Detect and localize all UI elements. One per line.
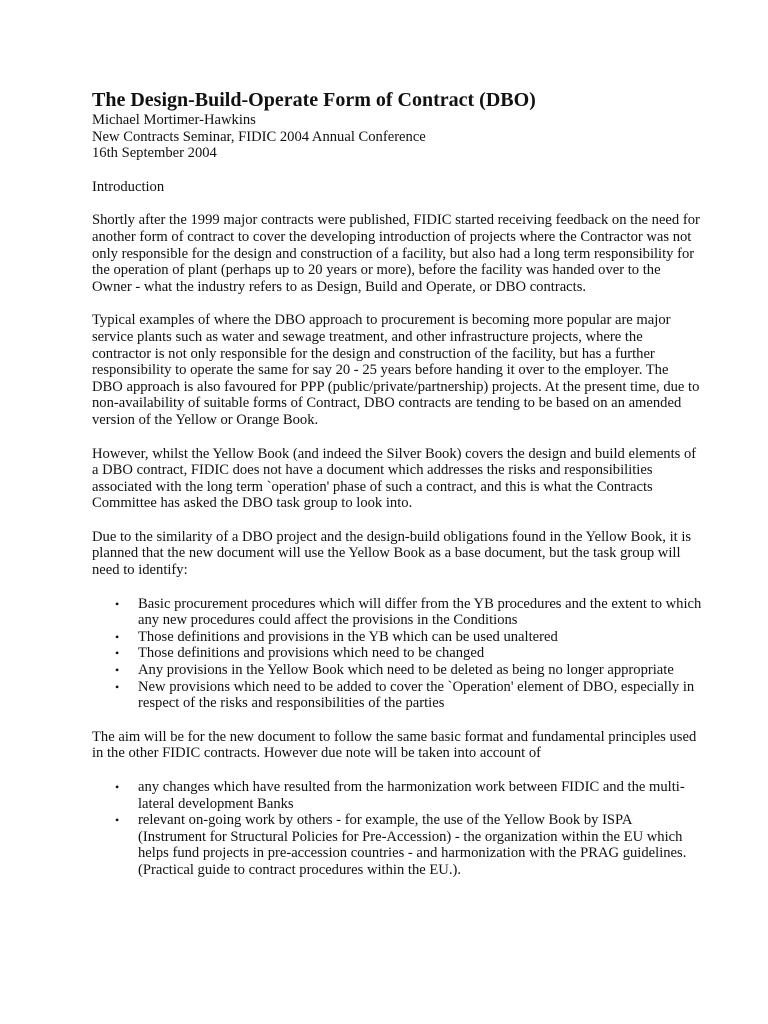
paragraph-5: The aim will be for the new document to follow the same basic format and fundamental principles used in the other FIDIC contracts. However due note will be taken into account of bbox=[92, 728, 697, 762]
bullet-icon: • bbox=[115, 813, 120, 828]
document-content bbox=[92, 88, 702, 879]
list-item-text: Basic procurement procedures which will differ from the YB procedures and the extent to which any new procedures could affect the provisions in the Conditions bbox=[138, 595, 702, 629]
list-item-text: Those definitions and provisions which need to be changed bbox=[138, 645, 485, 662]
list-item-text: relevant on-going work by others - for example, the use of the Yellow Book by ISPA (Instrument for Structural Policies for Pre-Accession) - the organization within the EU which helps fund projects in pre-accession countries - and harmonization with the PRAG guidelines. (Practical guide to contract procedures within the EU.). bbox=[138, 812, 687, 878]
paragraph-1: Shortly after the 1999 major contracts were published, FIDIC started receiving feedback on the need for another form of contract to cover the developing introduction of projects where the Contractor was not only responsible for the design and construction of a facility, but also had a long term responsibility for the operation of plant (perhaps up to 20 years or more), before the facility was handed over to the Owner - what the industry refers to as Design, Build and Operate, or DBO contracts. bbox=[92, 212, 700, 295]
list-item bbox=[92, 679, 702, 712]
list-item-text: any changes which have resulted from the harmonization work between FIDIC and the multi-lateral development Banks bbox=[138, 779, 685, 812]
identify-list bbox=[92, 596, 702, 712]
date-line: 16th September 2004 bbox=[92, 145, 217, 162]
paragraph-3: However, whilst the Yellow Book (and indeed the Silver Book) covers the design and build elements of a DBO contract, FIDIC does not have a document which addresses the risks and responsibilities associated with the long term `operation' phase of such a contract, and this is what the Contracts Committee has asked the DBO task group to look into. bbox=[92, 445, 697, 512]
list-item bbox=[92, 662, 702, 679]
author-line: Michael Mortimer-Hawkins bbox=[92, 112, 256, 128]
account-list bbox=[92, 779, 702, 879]
bullet-icon: • bbox=[115, 663, 120, 678]
bullet-icon: • bbox=[115, 629, 120, 644]
bullet-icon: • bbox=[115, 646, 120, 661]
list-item bbox=[92, 645, 702, 662]
bullet-icon: • bbox=[115, 679, 120, 694]
paragraph-4: Due to the similarity of a DBO project and the design-build obligations found in the Yellow Book, it is planned that the new document will use the Yellow Book as a base document, but the task group will need to identify: bbox=[92, 528, 692, 579]
list-item-text: Those definitions and provisions in the YB which can be used unaltered bbox=[138, 628, 558, 645]
event-line: New Contracts Seminar, FIDIC 2004 Annual Conference bbox=[92, 128, 426, 145]
section-heading: Introduction bbox=[92, 178, 165, 195]
list-item bbox=[92, 596, 702, 629]
list-item-text: New provisions which need to be added to cover the `Operation' element of DBO, especially in respect of the risks and responsibilities of the parties bbox=[138, 678, 695, 712]
list-item bbox=[92, 812, 702, 878]
document-title: The Design-Build-Operate Form of Contract (DBO) bbox=[92, 89, 536, 111]
bullet-icon: • bbox=[115, 780, 120, 794]
paragraph-2: Typical examples of where the DBO approach to procurement is becoming more popular are major service plants such as water and sewage treatment, and other infrastructure projects, where the contractor is not only responsible for the design and construction of the facility, but has a further responsibility to operate the same for say 20 - 25 years before handing it over to the employer. The DBO approach is also favoured for PPP (public/private/partnership) projects. At the present time, due to non-availability of suitable forms of Contract, DBO contracts are tending to be based on an amended version of the Yellow or Orange Book. bbox=[92, 312, 700, 428]
list-item bbox=[92, 629, 702, 646]
list-item bbox=[92, 779, 702, 812]
list-item-text: Any provisions in the Yellow Book which need to be deleted as being no longer appropriate bbox=[138, 662, 674, 679]
bullet-icon: • bbox=[115, 596, 120, 611]
